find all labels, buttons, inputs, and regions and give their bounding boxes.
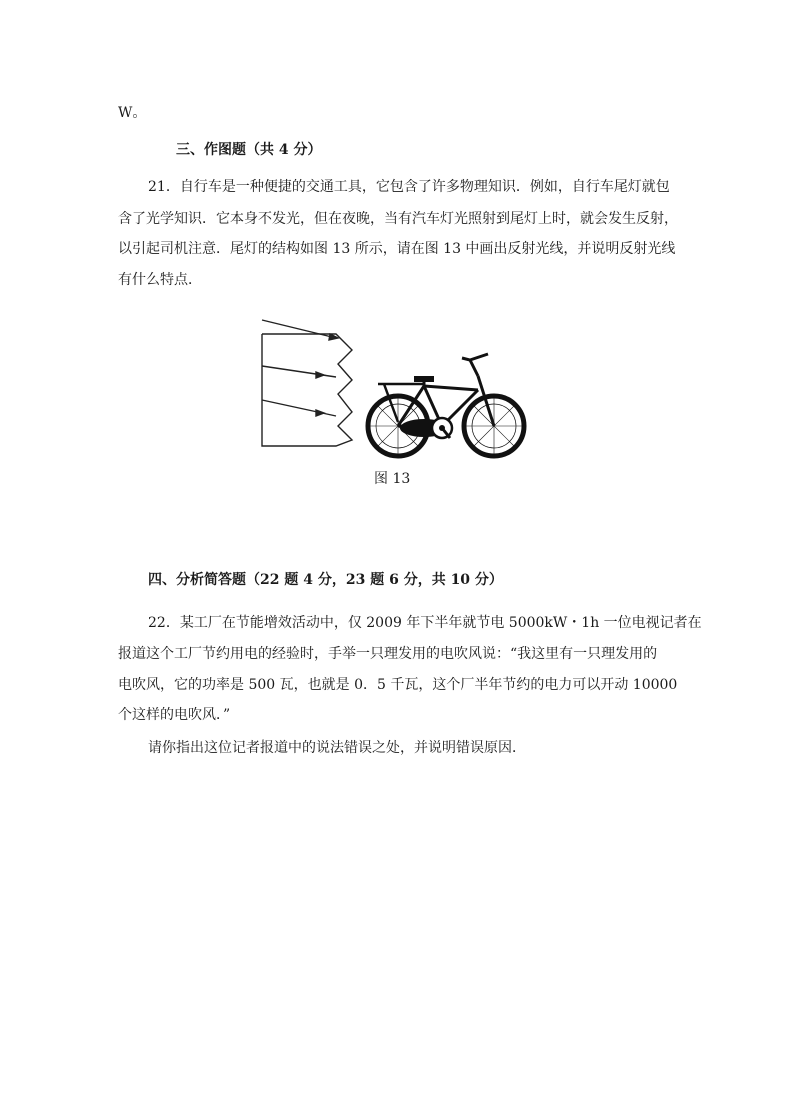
q21-line-4: 有什么特点．: [118, 272, 202, 288]
section-3-heading: 三、作图题（共 4 分）: [176, 142, 322, 158]
figure-13: [256, 314, 536, 494]
q22-question: 请你指出这位记者报道中的说法错误之处，并说明错误原因．: [148, 740, 526, 756]
q21-line-3: 以引起司机注意．尾灯的结构如图 13 所示，请在图 13 中画出反射光线，并说明反射光线: [118, 241, 676, 257]
figure-13-caption: 图 13: [374, 471, 411, 487]
arrow-head-2: [316, 372, 324, 378]
q21-line-1: 21．自行车是一种便捷的交通工具，它包含了许多物理知识．例如，自行车尾灯就包: [148, 179, 670, 195]
q22-line-3: 电吹风，它的功率是 500 瓦，也就是 0．5 千瓦，这个厂半年节约的电力可以开动 10000: [118, 677, 678, 693]
tail-text: W。: [118, 105, 147, 121]
handlebar: [462, 354, 488, 376]
section-4-heading: 四、分析简答题（22 题 4 分，23 题 6 分，共 10 分）: [148, 572, 503, 588]
arrow-head-3: [316, 410, 324, 416]
tail-light-reflector-diagram: [262, 320, 352, 446]
q22-line-2: 报道这个工厂节约用电的经验时，手举一只理发用的电吹风说：“我这里有一只理发用的: [118, 646, 658, 662]
incident-ray-1: [262, 320, 336, 338]
reflector-outline: [262, 334, 352, 446]
q22-line-1: 22．某工厂在节能增效活动中，仅 2009 年下半年就节电 5000kW・1h 一位电视记者在: [148, 615, 702, 631]
bicycle-illustration: [368, 354, 524, 456]
q22-line-4: 个这样的电吹风．”: [118, 707, 231, 723]
q21-line-2: 含了光学知识．它本身不发光，但在夜晚，当有汽车灯光照射到尾灯上时，就会发生反射，: [118, 211, 678, 227]
incident-ray-3: [262, 400, 336, 416]
